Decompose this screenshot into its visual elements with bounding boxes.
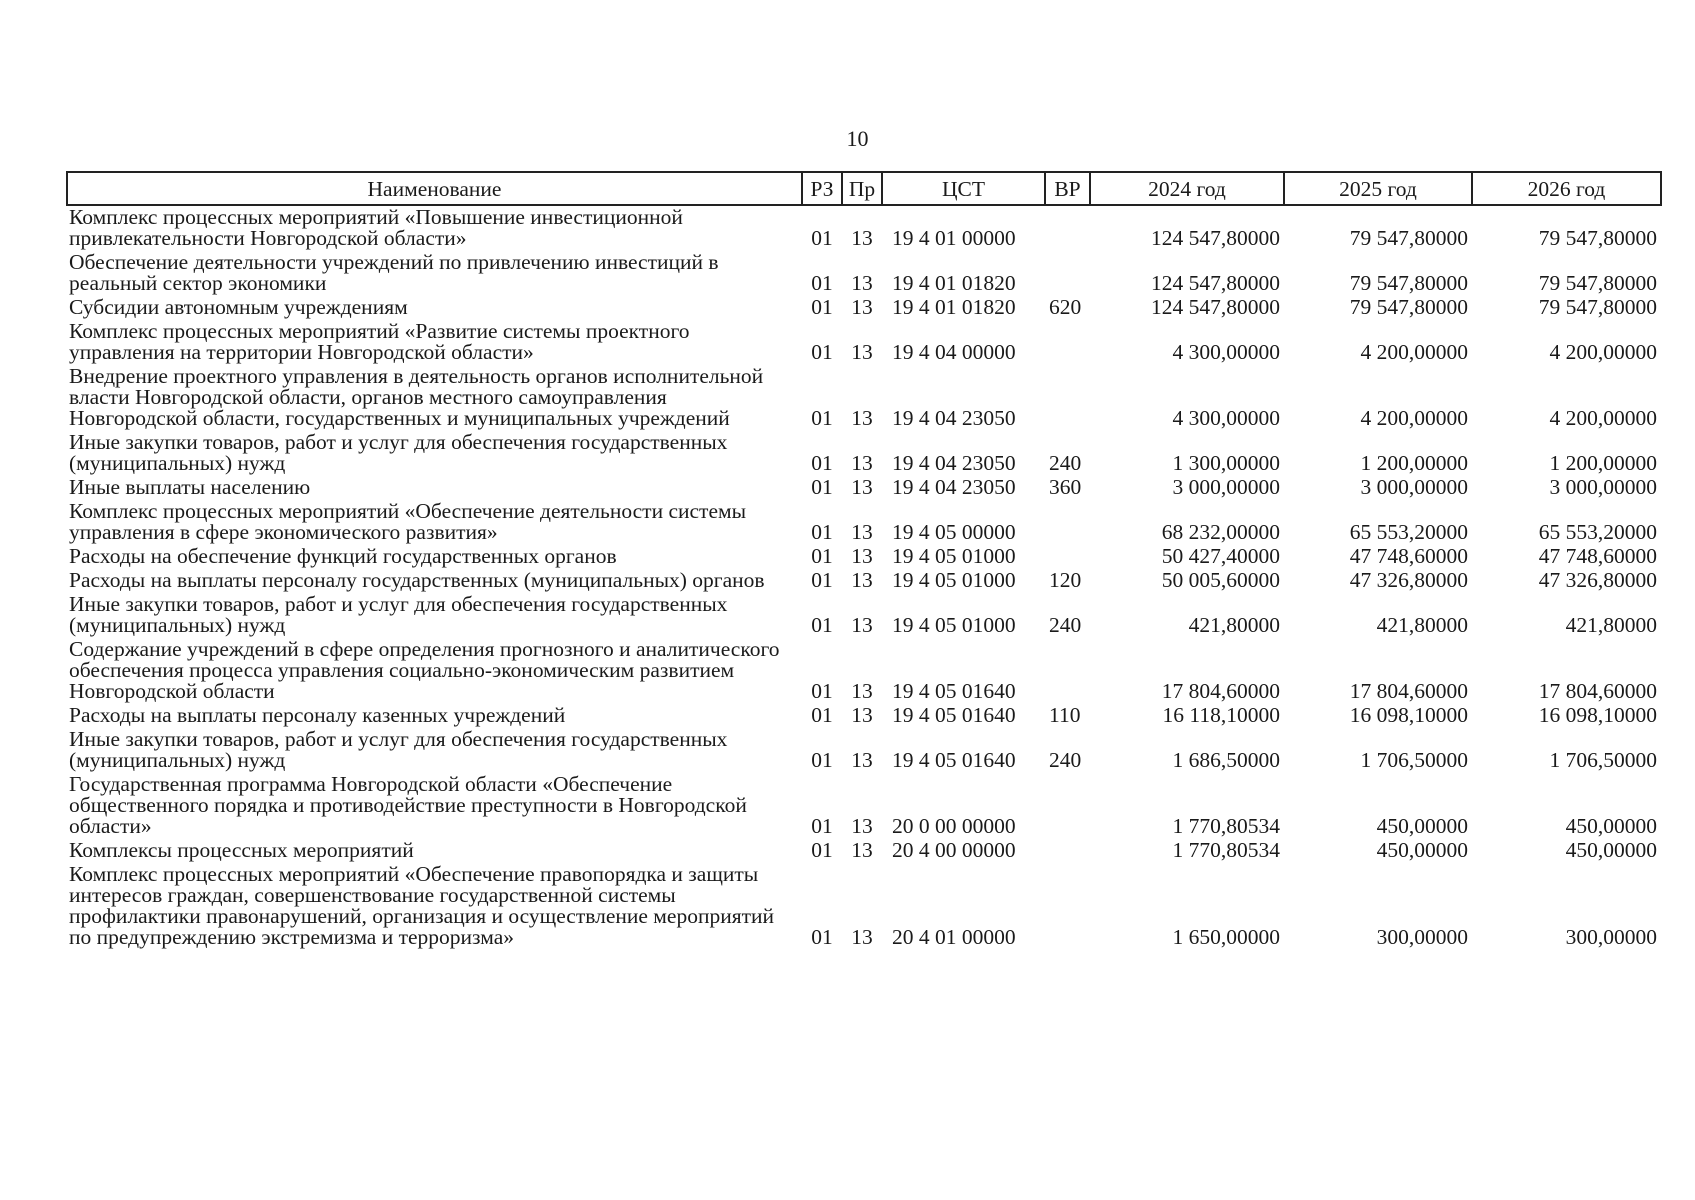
cell-vr: 240 — [1049, 613, 1082, 637]
table-row — [67, 365, 1661, 431]
cell-vr: 120 — [1049, 568, 1082, 592]
cell-vr — [1045, 320, 1090, 365]
cell-pr: 13 — [851, 340, 873, 364]
cell-pr: 13 — [851, 271, 873, 295]
cell-vr — [1045, 638, 1090, 704]
cell-2024: 124 547,80000 — [1151, 226, 1280, 250]
cell-vr — [1045, 839, 1090, 863]
cell-2026: 17 804,60000 — [1538, 679, 1657, 703]
cell-cst: 19 4 05 01000 — [892, 613, 1016, 637]
cell-2024: 3 000,00000 — [1172, 475, 1280, 499]
cell-vr — [1045, 365, 1090, 431]
cell-name: Расходы на обеспечение функций государственных органов — [69, 544, 617, 568]
cell-name: Государственная программа Новгородской области «Обеспечение общественного порядка и противодействие преступности в Новгородской области» — [69, 772, 747, 838]
cell-name: Содержание учреждений в сфере определения прогнозного и аналитического обеспечения процесса управления социально-экономическим развитием Новгородской области — [69, 637, 780, 703]
cell-rz: 01 — [811, 271, 833, 295]
cell-2026: 1 706,50000 — [1549, 748, 1657, 772]
cell-vr — [1045, 773, 1090, 839]
cell-vr: 240 — [1049, 748, 1082, 772]
cell-2025: 79 547,80000 — [1349, 226, 1468, 250]
cell-cst: 19 4 04 23050 — [892, 475, 1016, 499]
cell-2025: 16 098,10000 — [1349, 703, 1468, 727]
cell-2025: 17 804,60000 — [1349, 679, 1468, 703]
cell-pr: 13 — [851, 703, 873, 727]
cell-name: Субсидии автономным учреждениям — [69, 295, 408, 319]
cell-rz: 01 — [811, 814, 833, 838]
cell-name: Иные закупки товаров, работ и услуг для обеспечения государственных (муниципальных) нужд — [69, 592, 728, 637]
cell-rz: 01 — [811, 613, 833, 637]
cell-2026: 450,00000 — [1565, 838, 1657, 862]
cell-2024: 1 650,00000 — [1172, 925, 1280, 949]
cell-2024: 50 005,60000 — [1161, 568, 1280, 592]
table-row — [67, 205, 1661, 251]
cell-name: Обеспечение деятельности учреждений по привлечению инвестиций в реальный сектор экономики — [69, 250, 719, 295]
cell-2025: 47 326,80000 — [1349, 568, 1468, 592]
cell-rz: 01 — [811, 406, 833, 430]
cell-name: Комплекс процессных мероприятий «Развитие системы проектного управления на территории Новгородской области» — [69, 319, 690, 364]
cell-rz: 01 — [811, 925, 833, 949]
cell-2026: 4 200,00000 — [1549, 406, 1657, 430]
cell-pr: 13 — [851, 544, 873, 568]
table-row — [67, 704, 1661, 728]
cell-2024: 1 770,80534 — [1172, 838, 1280, 862]
cell-2024: 16 118,10000 — [1162, 703, 1280, 727]
budget-table — [66, 171, 1662, 950]
cell-2026: 1 200,00000 — [1549, 451, 1657, 475]
cell-cst: 19 4 01 01820 — [892, 271, 1016, 295]
cell-name: Иные закупки товаров, работ и услуг для обеспечения государственных (муниципальных) нужд — [69, 430, 728, 475]
cell-2026: 16 098,10000 — [1538, 703, 1657, 727]
cell-pr: 13 — [851, 814, 873, 838]
cell-2026: 300,00000 — [1565, 925, 1657, 949]
cell-2026: 79 547,80000 — [1538, 295, 1657, 319]
cell-vr: 110 — [1049, 703, 1081, 727]
cell-pr: 13 — [851, 475, 873, 499]
cell-cst: 19 4 04 23050 — [892, 451, 1016, 475]
cell-pr: 13 — [851, 295, 873, 319]
header-pr: Пр — [842, 172, 882, 205]
cell-cst: 19 4 05 01000 — [892, 568, 1016, 592]
cell-2026: 4 200,00000 — [1549, 340, 1657, 364]
cell-2024: 1 686,50000 — [1172, 748, 1280, 772]
table-row — [67, 773, 1661, 839]
table-row — [67, 638, 1661, 704]
table-row — [67, 569, 1661, 593]
header-name: Наименование — [67, 172, 802, 205]
cell-rz: 01 — [811, 568, 833, 592]
cell-cst: 19 4 01 00000 — [892, 226, 1016, 250]
table-row — [67, 545, 1661, 569]
cell-cst: 19 4 05 01000 — [892, 544, 1016, 568]
cell-rz: 01 — [811, 544, 833, 568]
cell-pr: 13 — [851, 613, 873, 637]
cell-2025: 1 706,50000 — [1360, 748, 1468, 772]
cell-2024: 124 547,80000 — [1151, 271, 1280, 295]
table-row — [67, 728, 1661, 773]
cell-pr: 13 — [851, 406, 873, 430]
cell-vr — [1045, 205, 1090, 251]
cell-2025: 450,00000 — [1376, 814, 1468, 838]
table-row — [67, 296, 1661, 320]
cell-rz: 01 — [811, 679, 833, 703]
header-2025: 2025 год — [1284, 172, 1472, 205]
cell-cst: 20 4 00 00000 — [892, 838, 1016, 862]
cell-2026: 79 547,80000 — [1538, 226, 1657, 250]
table-row — [67, 839, 1661, 863]
cell-2025: 450,00000 — [1376, 838, 1468, 862]
cell-2026: 3 000,00000 — [1549, 475, 1657, 499]
cell-rz: 01 — [811, 520, 833, 544]
cell-rz: 01 — [811, 703, 833, 727]
cell-name: Иные закупки товаров, работ и услуг для обеспечения государственных (муниципальных) нужд — [69, 727, 728, 772]
cell-cst: 20 4 01 00000 — [892, 925, 1016, 949]
cell-vr — [1045, 863, 1090, 950]
cell-2026: 47 748,60000 — [1538, 544, 1657, 568]
cell-name: Иные выплаты населению — [69, 475, 311, 499]
cell-name: Расходы на выплаты персоналу государственных (муниципальных) органов — [69, 568, 765, 592]
cell-vr — [1045, 251, 1090, 296]
cell-pr: 13 — [851, 451, 873, 475]
cell-2025: 65 553,20000 — [1349, 520, 1468, 544]
cell-2026: 450,00000 — [1565, 814, 1657, 838]
cell-pr: 13 — [851, 226, 873, 250]
cell-rz: 01 — [811, 748, 833, 772]
cell-name: Комплексы процессных мероприятий — [69, 838, 414, 862]
cell-name: Комплекс процессных мероприятий «Обеспечение правопорядка и защиты интересов граждан, совершенствование государственной системы профилактики правонарушений, организация и осуществление мероприятий по предупреждению экстремизма и терроризма» — [69, 862, 774, 949]
cell-cst: 19 4 04 00000 — [892, 340, 1016, 364]
table-row — [67, 476, 1661, 500]
cell-pr: 13 — [851, 838, 873, 862]
cell-rz: 01 — [811, 451, 833, 475]
header-2024: 2024 год — [1090, 172, 1284, 205]
cell-2024: 4 300,00000 — [1172, 406, 1280, 430]
table-row — [67, 593, 1661, 638]
header-cst: ЦСТ — [882, 172, 1045, 205]
cell-vr — [1045, 500, 1090, 545]
cell-2025: 4 200,00000 — [1360, 340, 1468, 364]
cell-2024: 1 300,00000 — [1172, 451, 1280, 475]
cell-2025: 79 547,80000 — [1349, 295, 1468, 319]
cell-2024: 68 232,00000 — [1161, 520, 1280, 544]
cell-2024: 4 300,00000 — [1172, 340, 1280, 364]
cell-2025: 300,00000 — [1376, 925, 1468, 949]
cell-2026: 421,80000 — [1565, 613, 1657, 637]
cell-2025: 1 200,00000 — [1360, 451, 1468, 475]
header-vr: ВР — [1045, 172, 1090, 205]
cell-2025: 47 748,60000 — [1349, 544, 1468, 568]
cell-pr: 13 — [851, 748, 873, 772]
cell-cst: 20 0 00 00000 — [892, 814, 1016, 838]
cell-vr: 360 — [1049, 475, 1082, 499]
page-number: 10 — [846, 126, 869, 151]
cell-rz: 01 — [811, 340, 833, 364]
cell-2026: 79 547,80000 — [1538, 271, 1657, 295]
cell-2024: 124 547,80000 — [1151, 295, 1280, 319]
cell-cst: 19 4 01 01820 — [892, 295, 1016, 319]
cell-2025: 4 200,00000 — [1360, 406, 1468, 430]
cell-pr: 13 — [851, 568, 873, 592]
cell-cst: 19 4 04 23050 — [892, 406, 1016, 430]
cell-rz: 01 — [811, 295, 833, 319]
cell-pr: 13 — [851, 925, 873, 949]
cell-rz: 01 — [811, 475, 833, 499]
cell-cst: 19 4 05 01640 — [892, 748, 1016, 772]
table-row — [67, 431, 1661, 476]
cell-pr: 13 — [851, 520, 873, 544]
cell-rz: 01 — [811, 838, 833, 862]
cell-2025: 3 000,00000 — [1360, 475, 1468, 499]
cell-cst: 19 4 05 01640 — [892, 703, 1016, 727]
cell-2026: 65 553,20000 — [1538, 520, 1657, 544]
table-row — [67, 500, 1661, 545]
cell-cst: 19 4 05 01640 — [892, 679, 1016, 703]
cell-2025: 421,80000 — [1376, 613, 1468, 637]
cell-2024: 50 427,40000 — [1161, 544, 1280, 568]
table-row — [67, 251, 1661, 296]
cell-2025: 79 547,80000 — [1349, 271, 1468, 295]
table-body — [67, 205, 1661, 950]
cell-2024: 17 804,60000 — [1161, 679, 1280, 703]
cell-2024: 421,80000 — [1188, 613, 1280, 637]
header-rz: РЗ — [802, 172, 842, 205]
header-2026: 2026 год — [1472, 172, 1661, 205]
cell-cst: 19 4 05 00000 — [892, 520, 1016, 544]
cell-vr — [1045, 545, 1090, 569]
cell-name: Расходы на выплаты персоналу казенных учреждений — [69, 703, 566, 727]
table-row — [67, 863, 1661, 950]
cell-name: Комплекс процессных мероприятий «Обеспечение деятельности системы управления в сфере экономического развития» — [69, 499, 747, 544]
cell-2026: 47 326,80000 — [1538, 568, 1657, 592]
cell-name: Комплекс процессных мероприятий «Повышение инвестиционной привлекательности Новгородской области» — [69, 205, 683, 250]
table-row — [67, 320, 1661, 365]
cell-rz: 01 — [811, 226, 833, 250]
cell-name: Внедрение проектного управления в деятельность органов исполнительной власти Новгородской области, органов местного самоуправления Новгородской области, государственных и муниципальных учреждений — [69, 364, 764, 430]
table-header-row — [67, 172, 1661, 205]
cell-vr: 620 — [1049, 295, 1082, 319]
cell-pr: 13 — [851, 679, 873, 703]
cell-2024: 1 770,80534 — [1172, 814, 1280, 838]
cell-vr: 240 — [1049, 451, 1082, 475]
